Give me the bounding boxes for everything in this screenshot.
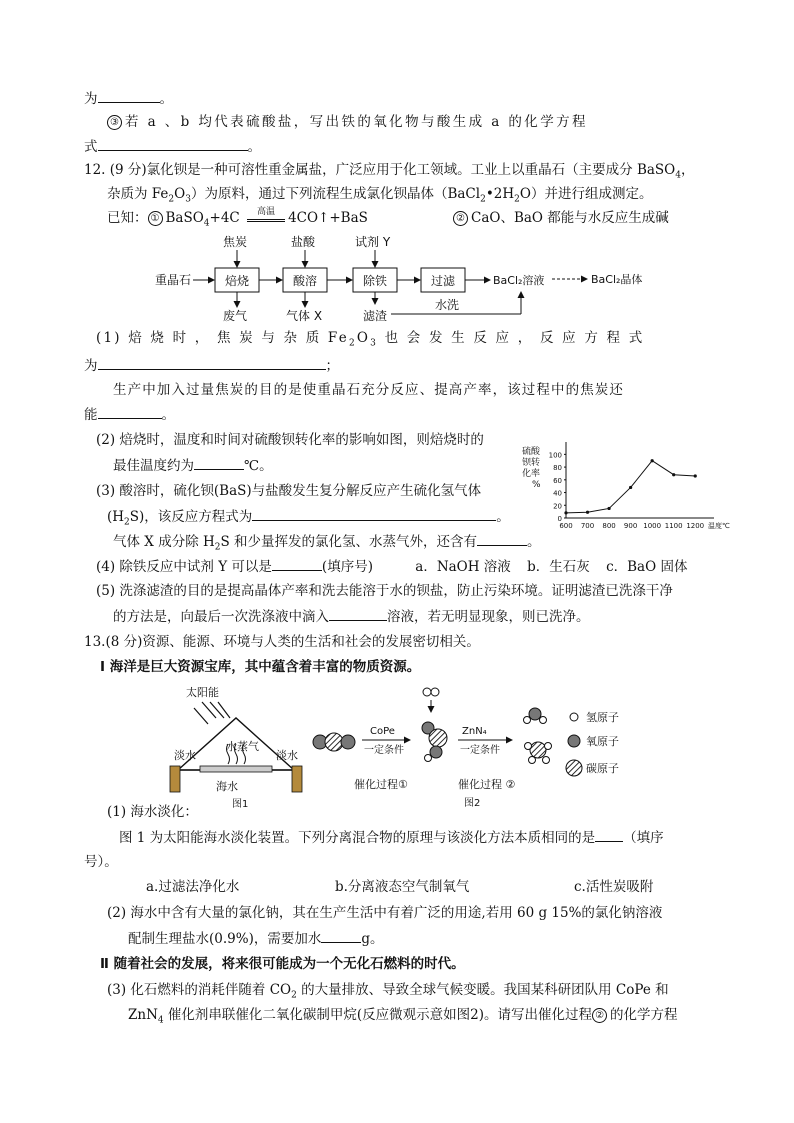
q12-p2: (2) 焙烧时，温度和时间对硫酸钡转化率的影响如图，则焙烧时的: [96, 432, 484, 448]
flow-product-solution: BaCl₂溶液: [493, 274, 545, 287]
q13-opt-a: a.过滤法净化水: [146, 879, 240, 895]
q12-p1-coke-purpose: 生产中加入过量焦炭的目的是使重晶石充分反应、提高产率，该过程中的焦炭还: [113, 382, 624, 398]
answer-blank[interactable]: [595, 827, 623, 842]
y-tick-label: 100: [548, 451, 562, 460]
q3-subpart: ③ 若 a 、b 均代表硫酸盐，写出铁的氧化物与酸生成 a 的化学方程: [107, 112, 588, 132]
q13-p1: (1) 海水淡化：: [107, 804, 198, 820]
q13-p1-cont: 号）。: [84, 854, 118, 870]
answer-blank[interactable]: [272, 556, 322, 571]
y-tick-label: 80: [553, 464, 562, 473]
data-point: [586, 511, 589, 514]
q12-p3: (3) 酸溶时，硫化钡(BaS)与盐酸发生复分解反应产生硫化氢气体: [96, 483, 482, 499]
condition-2-label: 一定条件: [460, 745, 500, 756]
x-axis-label: 温度℃: [708, 522, 730, 530]
flow-start-label: 重晶石: [155, 273, 192, 287]
answer-blank[interactable]: [98, 355, 326, 370]
q12-p1-coke-answer: 能 。: [84, 404, 175, 425]
q13-opt-b: b.分离液态空气制氧气: [335, 879, 470, 895]
y-tick-label: 20: [553, 502, 562, 511]
x-tick-label: 700: [580, 522, 595, 530]
answer-blank[interactable]: [98, 136, 248, 151]
y-tick-label: 40: [553, 489, 562, 498]
flow-wash-label: 水洗: [435, 298, 460, 312]
data-point: [629, 486, 632, 489]
catalysis-figure: [310, 680, 650, 810]
option-c: c．BaO 固体: [606, 559, 688, 575]
fig2-caption: 图2: [464, 798, 481, 809]
x-tick-label: 600: [559, 522, 573, 530]
answer-blank[interactable]: [477, 531, 527, 546]
y-tick-label: 60: [553, 476, 562, 485]
fresh-water-left-label: 淡水: [174, 749, 196, 762]
q13-opt-c: c.活性炭吸附: [574, 879, 654, 895]
q13-p3: (3) 化石燃料的消耗伴随着 $CO_2$ 的大量排放、导致全球气候变暖。我国某科研团队用 CoPe 和: [107, 982, 669, 1001]
x-tick-label: 1100: [664, 522, 683, 530]
q12-p3-answer: $(H_2S)$，该反应方程式为 。: [107, 506, 510, 533]
x-tick-label: 1000: [643, 522, 662, 530]
q12-p1-answer: 为 ；: [84, 355, 339, 376]
legend-hydrogen: 氢原子: [586, 711, 619, 724]
q12-header: 12. (9 分)氯化钡是一种可溶性重金属盐，广泛应用于化工领域。工业上以重晶石（主要成分 BaSO$_4$，: [84, 162, 695, 181]
flow-box-filter: 过滤: [431, 274, 456, 288]
x-tick-label: 800: [602, 522, 616, 530]
q13-p2: (2) 海水中含有大量的氯化钠，其在生产生活中有着广泛的用途,若用 60 g 15%的氯化钠溶液: [107, 905, 663, 921]
data-point: [694, 474, 697, 477]
flow-output-exhaust: 废气: [223, 309, 248, 323]
q12-line2: 杂质为 $Fe_2O_3$）为原料，通过下列流程生成氯化钡晶体$(BaCl_2•2H_2O)$并进行组成测定。: [107, 186, 653, 205]
seawater-label: 海水: [216, 780, 238, 793]
q12-known: 已知： ① BaSO$_4$+4C 高温 4CO↑+BaS: [107, 207, 368, 229]
answer-blank[interactable]: [194, 455, 244, 470]
process-2-label: 催化过程 ②: [458, 778, 516, 791]
q13-p3-cont: ZnN$_4$ 催化剂串联催化二氧化碳制甲烷(反应微观示意如图2)。请写出催化过程 ② 的化学方程: [128, 1007, 678, 1026]
q12-p2-answer: 最佳温度约为 ℃。: [113, 455, 273, 476]
flow-output-residue: 滤渣: [363, 309, 388, 323]
answer-blank[interactable]: [321, 928, 361, 943]
q12-p5: (5) 洗涤滤渣的目的是提高晶体产率和洗去能溶于水的钡盐，防止污染环境。证明滤渣已洗涤干净: [96, 583, 673, 599]
flow-box-roast: 焙烧: [225, 274, 250, 288]
data-point: [651, 459, 654, 462]
flow-input-coke: 焦炭: [223, 235, 248, 249]
q13-p1-question: 图 1 为太阳能海水淡化装置。下列分离混合物的原理与该淡化方法本质相同的是 （填序: [119, 827, 664, 848]
prev-answer-line: 为 。: [84, 88, 173, 109]
y-axis-label-line: %: [532, 480, 541, 490]
flow-box-acid: 酸溶: [293, 274, 318, 288]
q12-p5-answer: 的方法是，向最后一次洗涤液中滴入 溶液，若无明显现象，则已洗净。: [113, 606, 590, 627]
answer-blank[interactable]: [252, 506, 496, 521]
answer-blank[interactable]: [98, 404, 162, 419]
legend-oxygen: 氧原子: [586, 735, 619, 748]
q13-header: 13.(8 分)资源、能源、环境与人类的生活和社会的发展密切相关。: [84, 634, 480, 650]
option-a: a．NaOH 溶液: [415, 559, 511, 575]
process-1-label: 催化过程①: [354, 778, 408, 791]
flow-product-crystal: BaCl₂晶体: [591, 273, 643, 286]
conversion-rate-chart: [518, 440, 730, 536]
q3-continuation: 式 。: [84, 136, 261, 157]
fresh-water-right-label: 淡水: [276, 749, 298, 762]
q12-p3-gas: 气体 X 成分除 $H_2S$ 和少量挥发的氯化氢、水蒸气外，还含有 。: [113, 531, 541, 558]
catalyst-znn4-label: ZnN₄: [462, 726, 487, 737]
q12-known2: ② CaO、BaO 都能与水反应生成碱: [453, 208, 669, 228]
flow-input-reagent-y: 试剂 Y: [355, 235, 391, 249]
fig1-caption: 图1: [232, 799, 249, 810]
catalyst-copc-label: CoPe: [370, 726, 395, 737]
q12-p1: (1) 焙 烧 时 ， 焦 炭 与 杂 质 $Fe_2O_3$ 也 会 发 生 反 应 ， 反 应 方 程 式: [96, 330, 645, 349]
q13-section1: Ⅰ 海洋是巨大资源宝库，其中蕴含着丰富的物质资源。: [100, 659, 421, 675]
q13-section2: Ⅱ 随着社会的发展，将来很可能成为一个无化石燃料的时代。: [100, 956, 465, 972]
data-point: [564, 511, 567, 514]
y-axis-label-line: 化率: [522, 469, 541, 479]
condition-1-label: 一定条件: [364, 745, 404, 756]
option-b: b．生石灰: [527, 559, 590, 575]
answer-blank[interactable]: [98, 88, 160, 103]
flow-input-hcl: 盐酸: [291, 235, 316, 249]
y-tick-label: 0: [557, 515, 562, 523]
q12-p4: (4) 除铁反应中试剂 Y 可以是 (填序号) a．NaOH 溶液 b．生石灰 c．BaO 固体: [96, 556, 687, 577]
x-tick-label: 1200: [686, 522, 705, 530]
data-point: [672, 473, 675, 476]
flow-output-gas-x: 气体 X: [286, 309, 323, 323]
legend-carbon: 碳原子: [586, 762, 619, 775]
solar-desalination-figure: [168, 680, 310, 810]
y-axis-label-line: 硫酸: [522, 447, 541, 457]
sun-label: 太阳能: [186, 686, 219, 699]
q13-p2-answer: 配制生理盐水(0.9%)，需要加水 g。: [128, 928, 384, 949]
process-flow-diagram: [145, 232, 665, 322]
y-axis-label-line: 钡转: [522, 458, 541, 468]
data-point: [607, 507, 610, 510]
x-tick-label: 900: [623, 522, 638, 530]
flow-box-iron: 除铁: [363, 274, 388, 288]
answer-blank[interactable]: [329, 606, 387, 621]
vapor-label: 水蒸气: [226, 740, 259, 753]
